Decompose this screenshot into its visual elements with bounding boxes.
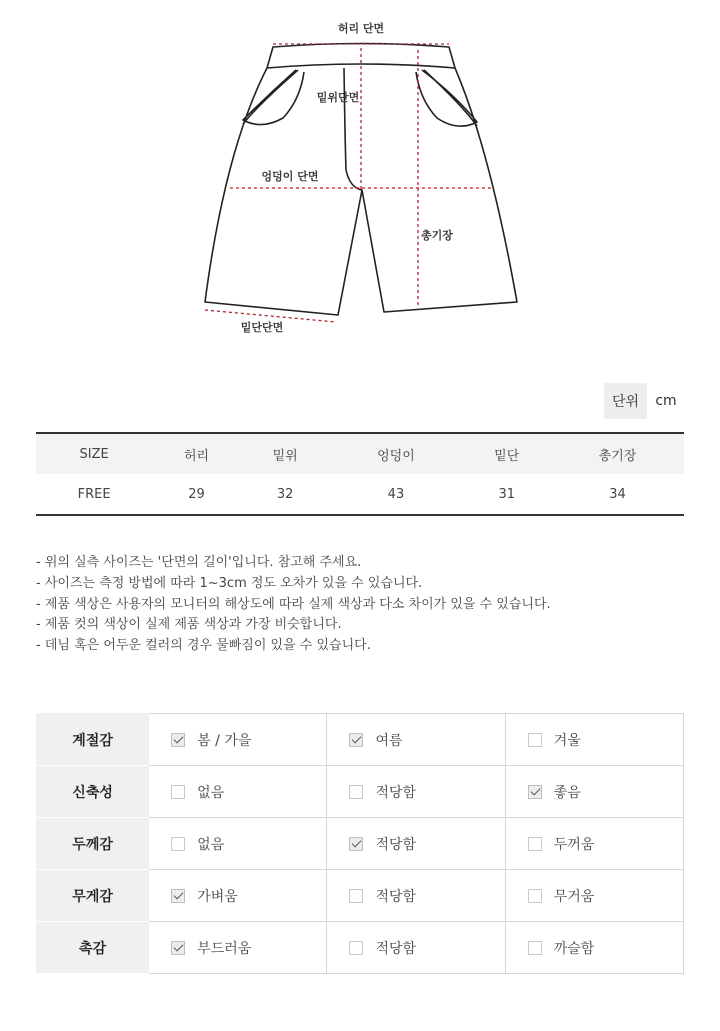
- note-line: - 제품 컷의 색상이 실제 제품 색상과 가장 비슷합니다.: [36, 617, 342, 633]
- note-line: - 데님 혹은 어두운 컬러의 경우 물빠짐이 있을 수 있습니다.: [36, 638, 371, 654]
- fabric-row-label: 무게감: [37, 870, 149, 922]
- fabric-option[interactable]: [327, 870, 505, 922]
- fabric-option-label: 겨울: [553, 732, 581, 749]
- fabric-option-label: 적당함: [375, 836, 417, 853]
- unit-value: cm: [655, 393, 677, 409]
- fabric-option[interactable]: [149, 818, 327, 870]
- fabric-option[interactable]: [327, 714, 505, 766]
- fabric-option[interactable]: [505, 922, 683, 974]
- size-cell: 31: [462, 474, 551, 515]
- hem-label: 밑단단면: [240, 321, 284, 334]
- unit-label: 단위: [604, 383, 647, 419]
- fabric-option-label: 부드러움: [197, 940, 252, 957]
- size-notes: [36, 553, 551, 657]
- size-header-cell: 밑위: [241, 433, 330, 474]
- fabric-option-label: 까슬함: [553, 940, 595, 957]
- fabric-option[interactable]: [505, 818, 683, 870]
- fabric-row-label: 신축성: [37, 766, 149, 818]
- fabric-option-label: 가벼움: [197, 888, 238, 905]
- checkbox-checked-icon[interactable]: [349, 837, 363, 851]
- checkbox-unchecked-icon[interactable]: [349, 785, 363, 799]
- checkbox-unchecked-icon[interactable]: [528, 889, 542, 903]
- fabric-option-label: 없음: [197, 784, 225, 801]
- fabric-row-label: 두께감: [37, 818, 149, 870]
- size-header-cell: 허리: [152, 433, 241, 474]
- fabric-option-label: 적당함: [375, 940, 417, 957]
- fabric-row: [37, 818, 684, 870]
- size-cell: 43: [329, 474, 462, 515]
- shorts-measurement-diagram: [0, 0, 720, 345]
- fabric-row: [37, 922, 684, 974]
- fabric-option-label: 무거움: [553, 888, 595, 905]
- table-row: [36, 474, 684, 515]
- fabric-option[interactable]: [327, 922, 505, 974]
- fabric-option[interactable]: [505, 870, 683, 922]
- checkbox-unchecked-icon[interactable]: [171, 785, 185, 799]
- checkbox-unchecked-icon[interactable]: [349, 941, 363, 955]
- fabric-option-label: 적당함: [375, 888, 417, 905]
- note-line: - 위의 실측 사이즈는 '단면의 길이'입니다. 참고해 주세요.: [36, 555, 362, 570]
- checkbox-unchecked-icon[interactable]: [528, 837, 542, 851]
- total-length-label: 총기장: [421, 229, 453, 242]
- fabric-option[interactable]: [327, 766, 505, 818]
- fabric-option[interactable]: [149, 870, 327, 922]
- fabric-option[interactable]: [149, 922, 327, 974]
- rise-label: 밑위단면: [316, 91, 360, 104]
- fabric-option-label: 적당함: [375, 784, 417, 801]
- fabric-info-table: [36, 713, 684, 974]
- fabric-row: [37, 870, 684, 922]
- fabric-option-label: 여름: [375, 732, 403, 749]
- size-table-header: [36, 433, 684, 474]
- hip-label: 엉덩이 단면: [261, 170, 319, 183]
- size-header-cell: 엉덩이: [329, 433, 462, 474]
- fabric-option-label: 없음: [197, 836, 225, 853]
- fabric-option-label: 두꺼움: [553, 836, 595, 853]
- fabric-option[interactable]: [505, 766, 683, 818]
- fabric-row-label: 계절감: [37, 714, 149, 766]
- fabric-row: [37, 714, 684, 766]
- checkbox-unchecked-icon[interactable]: [528, 733, 542, 747]
- unit-row: [604, 383, 685, 419]
- checkbox-unchecked-icon[interactable]: [528, 941, 542, 955]
- size-header-cell: SIZE: [36, 433, 152, 474]
- fabric-option-label: 좋음: [553, 784, 581, 801]
- size-header-cell: 총기장: [551, 433, 684, 474]
- fabric-option[interactable]: [505, 714, 683, 766]
- checkbox-checked-icon[interactable]: [528, 785, 542, 799]
- waist-label: 허리 단면: [337, 22, 385, 35]
- fabric-option-label: 봄 / 가을: [197, 732, 252, 749]
- size-table: [36, 432, 684, 516]
- fabric-option[interactable]: [327, 818, 505, 870]
- checkbox-checked-icon[interactable]: [171, 733, 185, 747]
- size-cell: FREE: [36, 474, 152, 515]
- fabric-row-label: 촉감: [37, 922, 149, 974]
- size-cell: 34: [551, 474, 684, 515]
- checkbox-checked-icon[interactable]: [171, 941, 185, 955]
- note-line: - 제품 색상은 사용자의 모니터의 해상도에 따라 실제 색상과 다소 차이가 있을 수 있습니다.: [36, 596, 551, 612]
- fabric-option[interactable]: [149, 714, 327, 766]
- checkbox-unchecked-icon[interactable]: [349, 889, 363, 903]
- fabric-row: [37, 766, 684, 818]
- fabric-option[interactable]: [149, 766, 327, 818]
- note-line: - 사이즈는 측정 방법에 따라 1~3cm 정도 오차가 있을 수 있습니다.: [36, 575, 423, 591]
- size-cell: 32: [241, 474, 330, 515]
- size-header-cell: 밑단: [462, 433, 551, 474]
- checkbox-unchecked-icon[interactable]: [171, 837, 185, 851]
- size-cell: 29: [152, 474, 241, 515]
- checkbox-checked-icon[interactable]: [171, 889, 185, 903]
- checkbox-checked-icon[interactable]: [349, 733, 363, 747]
